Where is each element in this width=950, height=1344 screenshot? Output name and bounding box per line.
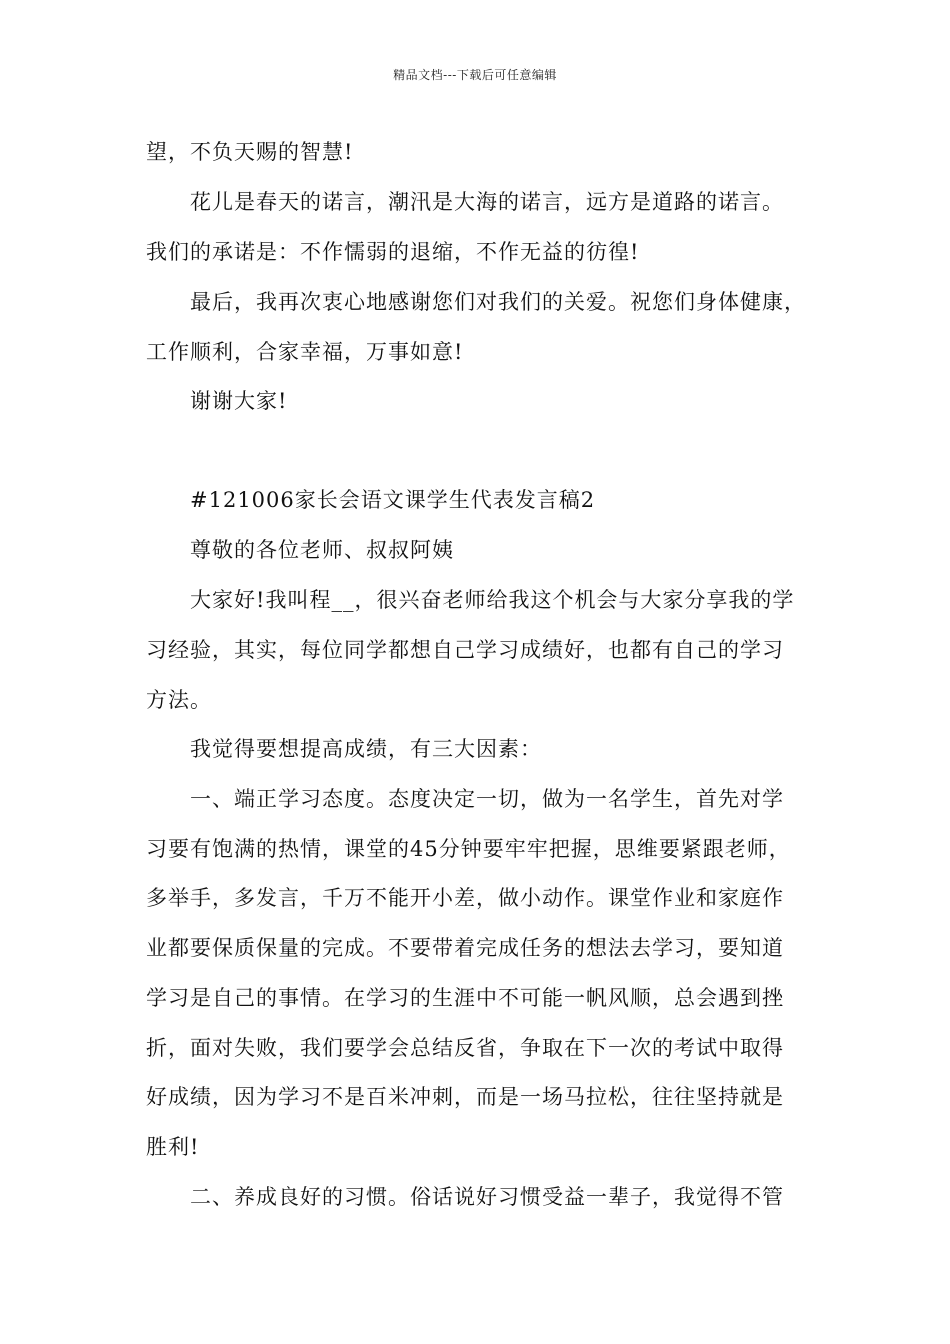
text-line: 我们的承诺是：不作懦弱的退缩，不作无益的彷徨! [146, 240, 640, 264]
salutation: 尊敬的各位老师、叔叔阿姨 [190, 538, 454, 562]
text-line: 多举手，多发言，千万不能开小差，做小动作。课堂作业和家庭作 [146, 886, 784, 910]
text-line: 学习是自己的事情。在学习的生涯中不可能一帆风顺，总会遇到挫 [146, 986, 784, 1010]
text-line: 花儿是春天的诺言，潮汛是大海的诺言，远方是道路的诺言。 [190, 190, 784, 214]
text-line: 大家好!我叫程__，很兴奋老师给我这个机会与大家分享我的学 [190, 588, 795, 612]
section-title: #121006家长会语文课学生代表发言稿2 [190, 488, 596, 512]
text-line: 习经验，其实，每位同学都想自己学习成绩好，也都有自己的学习 [146, 638, 784, 662]
text-line: 我觉得要想提高成绩，有三大因素： [190, 737, 542, 761]
text-line: 方法。 [146, 688, 212, 712]
text-line: 习要有饱满的热情，课堂的45分钟要牢牢把握，思维要紧跟老师， [146, 837, 791, 861]
text-line: 最后，我再次衷心地感谢您们对我们的关爱。祝您们身体健康， [190, 290, 806, 314]
text-line: 一、端正学习态度。态度决定一切，做为一名学生，首先对学 [190, 787, 784, 811]
text-line: 望，不负天赐的智慧! [146, 140, 354, 164]
text-line: 好成绩，因为学习不是百米冲刺，而是一场马拉松，往往坚持就是 [146, 1085, 784, 1109]
text-line: 二、养成良好的习惯。俗话说好习惯受益一辈子，我觉得不管 [190, 1185, 784, 1209]
text-line: 折，面对失败，我们要学会总结反省，争取在下一次的考试中取得 [146, 1036, 784, 1060]
text-line: 胜利! [146, 1135, 200, 1159]
text-line: 业都要保质保量的完成。不要带着完成任务的想法去学习，要知道 [146, 936, 784, 960]
text-line: 工作顺利，合家幸福，万事如意! [146, 340, 464, 364]
page-header: 精品文档---下载后可任意编辑 [393, 68, 557, 82]
text-line: 谢谢大家! [190, 389, 288, 413]
